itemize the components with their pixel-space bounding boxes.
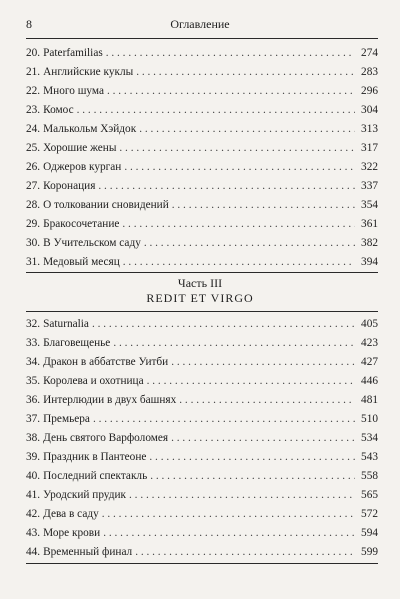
toc-entry — [26, 215, 378, 234]
chapter-number: 24. — [26, 123, 41, 135]
chapter-page-number: 558 — [361, 470, 378, 482]
toc-entry — [26, 334, 378, 353]
toc-entry — [26, 372, 378, 391]
toc-entry — [26, 234, 378, 253]
chapter-title: Дракон в аббатстве Уитби — [43, 356, 169, 368]
dot-leader — [135, 543, 355, 562]
chapter-page-number: 510 — [361, 413, 378, 425]
toc-entry — [26, 467, 378, 486]
chapter-number: 29. — [26, 218, 41, 230]
chapter-title: Комос — [43, 104, 74, 116]
chapter-title: Английские куклы — [43, 66, 134, 78]
chapter-title: Малькольм Хэйдок — [43, 123, 137, 135]
chapter-page-number: 534 — [361, 432, 378, 444]
chapter-number: 28. — [26, 199, 41, 211]
toc-entry — [26, 253, 378, 272]
dot-leader — [139, 120, 355, 139]
toc-entry — [26, 505, 378, 524]
dot-leader — [124, 158, 355, 177]
dot-leader — [119, 139, 355, 158]
dot-leader — [147, 372, 355, 391]
toc-entry — [26, 139, 378, 158]
chapter-page-number: 382 — [361, 237, 378, 249]
toc-entry — [26, 353, 378, 372]
dot-leader — [122, 215, 355, 234]
dot-leader — [179, 391, 355, 410]
part-rule — [26, 311, 378, 312]
toc-entry — [26, 177, 378, 196]
dot-leader — [172, 196, 355, 215]
toc-entry — [26, 196, 378, 215]
chapter-title: Медовый месяц — [43, 256, 120, 268]
chapter-number: 26. — [26, 161, 41, 173]
dot-leader — [106, 44, 355, 63]
chapter-page-number: 337 — [361, 180, 378, 192]
section-rule — [26, 272, 378, 273]
chapter-number: 35. — [26, 375, 41, 387]
chapter-number: 38. — [26, 432, 41, 444]
toc-entry — [26, 44, 378, 63]
dot-leader — [144, 234, 355, 253]
chapter-number: 32. — [26, 318, 41, 330]
chapter-number: 22. — [26, 85, 41, 97]
chapter-page-number: 405 — [361, 318, 378, 330]
chapter-page-number: 296 — [361, 85, 378, 97]
part-title: REDIT ET VIRGO — [146, 291, 254, 305]
chapter-title: Saturnalia — [43, 318, 89, 330]
chapter-number: 20. — [26, 47, 41, 59]
chapter-page-number: 283 — [361, 66, 378, 78]
chapter-title: Paterfamilias — [43, 47, 103, 59]
chapter-number: 34. — [26, 356, 41, 368]
chapter-page-number: 313 — [361, 123, 378, 135]
chapter-title: В Учительском саду — [43, 237, 141, 249]
toc-entry — [26, 158, 378, 177]
chapter-number: 27. — [26, 180, 41, 192]
chapter-page-number: 446 — [361, 375, 378, 387]
toc-list-part-two — [26, 44, 378, 272]
running-title: Оглавление — [170, 17, 230, 31]
dot-leader — [136, 63, 355, 82]
chapter-number: 39. — [26, 451, 41, 463]
chapter-number: 43. — [26, 527, 41, 539]
chapter-title: Премьера — [43, 413, 90, 425]
chapter-number: 42. — [26, 508, 41, 520]
chapter-page-number: 565 — [361, 489, 378, 501]
chapter-title: Бракосочетание — [43, 218, 120, 230]
chapter-number: 44. — [26, 546, 41, 558]
toc-entry — [26, 315, 378, 334]
chapter-number: 41. — [26, 489, 41, 501]
chapter-page-number: 317 — [361, 142, 378, 154]
chapter-number: 30. — [26, 237, 41, 249]
chapter-page-number: 427 — [361, 356, 378, 368]
dot-leader — [171, 429, 355, 448]
dot-leader — [129, 486, 355, 505]
chapter-page-number: 572 — [361, 508, 378, 520]
toc-entry — [26, 410, 378, 429]
toc-entry — [26, 82, 378, 101]
dot-leader — [113, 334, 355, 353]
chapter-title: Королева и охотница — [43, 375, 144, 387]
chapter-page-number: 354 — [361, 199, 378, 211]
chapter-number: 31. — [26, 256, 41, 268]
chapter-title: Оджеров курган — [43, 161, 122, 173]
chapter-title: Праздник в Пантеоне — [43, 451, 147, 463]
chapter-page-number: 322 — [361, 161, 378, 173]
chapter-number: 36. — [26, 394, 41, 406]
chapter-title: Хорошие жены — [43, 142, 117, 154]
chapter-number: 33. — [26, 337, 41, 349]
part-label: Часть III — [177, 276, 223, 290]
toc-entry — [26, 448, 378, 467]
dot-leader — [107, 82, 355, 101]
chapter-title: Благовещенье — [43, 337, 111, 349]
dot-leader — [123, 253, 355, 272]
chapter-page-number: 304 — [361, 104, 378, 116]
chapter-number: 23. — [26, 104, 41, 116]
chapter-number: 37. — [26, 413, 41, 425]
dot-leader — [98, 177, 355, 196]
dot-leader — [149, 448, 355, 467]
toc-entry — [26, 543, 378, 562]
dot-leader — [150, 467, 355, 486]
toc-entry — [26, 429, 378, 448]
chapter-title: Временный финал — [43, 546, 133, 558]
chapter-page-number: 423 — [361, 337, 378, 349]
chapter-page-number: 599 — [361, 546, 378, 558]
chapter-page-number: 481 — [361, 394, 378, 406]
chapter-page-number: 543 — [361, 451, 378, 463]
chapter-page-number: 594 — [361, 527, 378, 539]
chapter-title: Коронация — [43, 180, 96, 192]
chapter-page-number: 394 — [361, 256, 378, 268]
toc-list-part-three — [26, 315, 378, 562]
dot-leader — [93, 410, 355, 429]
dot-leader — [102, 505, 355, 524]
toc-entry — [26, 391, 378, 410]
toc-entry — [26, 524, 378, 543]
toc-entry — [26, 120, 378, 139]
chapter-title: День святого Варфоломея — [43, 432, 169, 444]
chapter-page-number: 361 — [361, 218, 378, 230]
chapter-title: Много шума — [43, 85, 104, 97]
chapter-title: Уродский прудик — [43, 489, 127, 501]
toc-entry — [26, 486, 378, 505]
part-heading — [0, 276, 400, 306]
chapter-number: 40. — [26, 470, 41, 482]
bottom-rule — [26, 563, 378, 564]
dot-leader — [92, 315, 355, 334]
chapter-title: О толковании сновидений — [43, 199, 169, 211]
toc-entry — [26, 101, 378, 120]
toc-entry — [26, 63, 378, 82]
chapter-title: Последний спектакль — [43, 470, 148, 482]
chapter-title: Интерлюдии в двух башнях — [43, 394, 177, 406]
top-rule — [26, 38, 378, 39]
chapter-title: Море крови — [43, 527, 101, 539]
chapter-title: Дева в саду — [43, 508, 99, 520]
page-number: 8 — [26, 17, 32, 31]
dot-leader — [103, 524, 355, 543]
dot-leader — [171, 353, 355, 372]
chapter-page-number: 274 — [361, 47, 378, 59]
chapter-number: 21. — [26, 66, 41, 78]
dot-leader — [77, 101, 355, 120]
chapter-number: 25. — [26, 142, 41, 154]
